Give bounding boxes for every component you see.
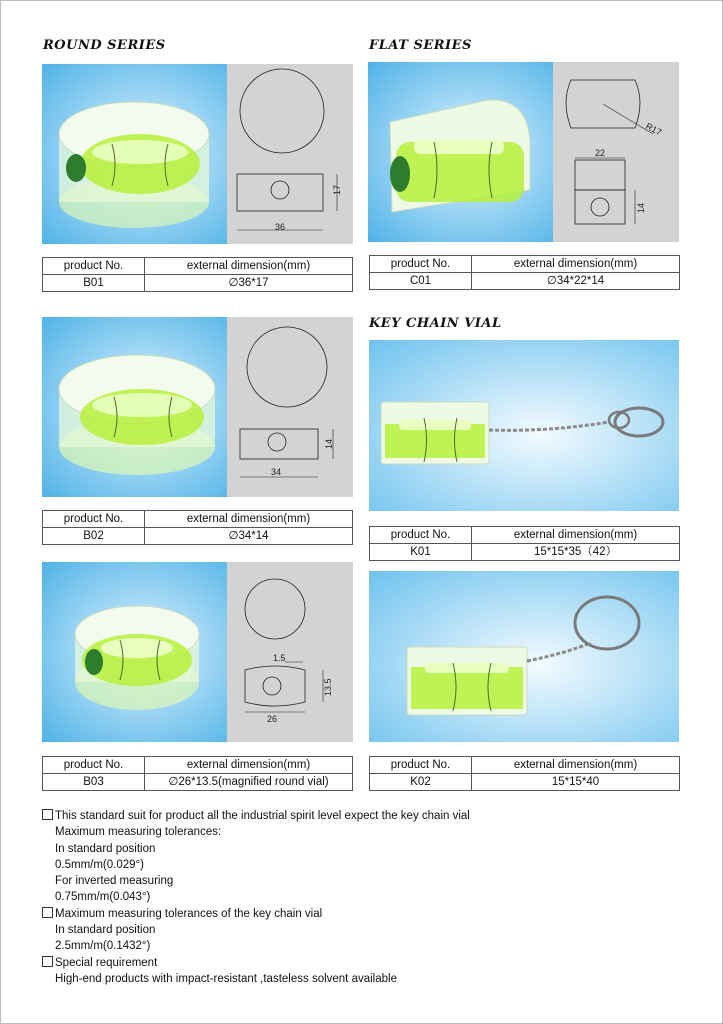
note-line: 0.5mm/m(0.029°) (55, 858, 144, 871)
checkbox-icon (42, 907, 53, 918)
c01-width-dim: 22 (595, 148, 606, 158)
k02-product-panel (369, 571, 679, 742)
product-no-cell: B03 (43, 774, 145, 791)
keychain-vial-image (369, 571, 679, 742)
note-line: 2.5mm/m(0.1432°) (55, 940, 151, 953)
tolerance-notes (42, 808, 682, 987)
note-line: 0.75mm/m(0.043°) (55, 891, 151, 904)
header-product-no: product No. (370, 256, 472, 273)
header-product-no: product No. (43, 511, 145, 528)
k01-product-panel (369, 340, 679, 511)
header-dimension: external dimension(mm) (472, 256, 680, 273)
c01-photo (368, 62, 553, 242)
product-no-cell: B01 (43, 275, 145, 292)
dimension-cell: ∅34*22*14 (472, 273, 680, 290)
dimension-cell: ∅26*13.5(magnified round vial) (145, 774, 353, 791)
c01-radius-dim: R17 (644, 120, 664, 138)
note-line: In standard position (55, 842, 156, 855)
b01-technical-drawing (227, 64, 353, 244)
header-product-no: product No. (370, 527, 472, 544)
note-line: In standard position (55, 924, 156, 937)
round-vial-image (42, 64, 227, 244)
b03-product-panel (42, 562, 353, 742)
round-vial-image (42, 317, 227, 497)
note-line: Maximum measuring tolerances: (55, 826, 222, 839)
b03-height-dim: 13.5 (323, 678, 333, 696)
header-dimension: external dimension(mm) (472, 757, 680, 774)
b02-height-dim: 14 (324, 438, 334, 449)
dimension-cell: 15*15*40 (472, 774, 680, 791)
c01-technical-drawing (553, 62, 679, 242)
header-product-no: product No. (370, 757, 472, 774)
note-item: Maximum measuring tolerances of the key chain vial (42, 906, 682, 922)
b01-spec-table (42, 257, 353, 292)
key-chain-vial-title: KEY CHAIN VIAL (369, 316, 502, 331)
b03-photo (42, 562, 227, 742)
b03-offset-dim: 1.5 (273, 653, 286, 663)
b03-technical-drawing (227, 562, 353, 742)
header-dimension: external dimension(mm) (472, 527, 680, 544)
k01-photo (369, 340, 679, 511)
dimension-cell: ∅36*17 (145, 275, 353, 292)
b01-height-dim: 17 (332, 184, 342, 195)
k02-spec-table (369, 756, 680, 791)
keychain-vial-image (369, 340, 679, 511)
product-no-cell: C01 (370, 273, 472, 290)
b01-width-dim: 36 (275, 222, 286, 232)
round-series-title: ROUND SERIES (43, 38, 166, 53)
b02-width-dim: 34 (271, 467, 282, 477)
k02-photo (369, 571, 679, 742)
c01-product-panel (368, 62, 679, 242)
c01-height-dim: 14 (636, 202, 646, 213)
c01-spec-table (369, 255, 680, 290)
magnified-round-vial-image (42, 562, 227, 742)
dimension-cell: 15*15*35（42） (472, 544, 680, 561)
note-line: High-end products with impact-resistant ,tasteless solvent available (55, 972, 397, 985)
b02-spec-table (42, 510, 353, 545)
b02-product-panel (42, 317, 353, 497)
product-no-cell: K01 (370, 544, 472, 561)
header-dimension: external dimension(mm) (145, 258, 353, 275)
b02-photo (42, 317, 227, 497)
k01-spec-table (369, 526, 680, 561)
header-product-no: product No. (43, 258, 145, 275)
note-item: Special requirement (42, 955, 682, 971)
b03-width-dim: 26 (267, 714, 278, 724)
flat-vial-image (368, 62, 553, 242)
product-no-cell: K02 (370, 774, 472, 791)
checkbox-icon (42, 809, 53, 820)
b02-technical-drawing (227, 317, 353, 497)
note-item: This standard suit for product all the industrial spirit level expect the key chain vial (42, 808, 682, 824)
note-line: For inverted measuring (55, 875, 174, 888)
dimension-cell: ∅34*14 (145, 528, 353, 545)
b01-product-panel (42, 64, 353, 244)
header-dimension: external dimension(mm) (145, 757, 353, 774)
b01-photo (42, 64, 227, 244)
header-dimension: external dimension(mm) (145, 511, 353, 528)
checkbox-icon (42, 956, 53, 967)
b03-spec-table (42, 756, 353, 791)
header-product-no: product No. (43, 757, 145, 774)
product-no-cell: B02 (43, 528, 145, 545)
flat-series-title: FLAT SERIES (369, 38, 472, 53)
